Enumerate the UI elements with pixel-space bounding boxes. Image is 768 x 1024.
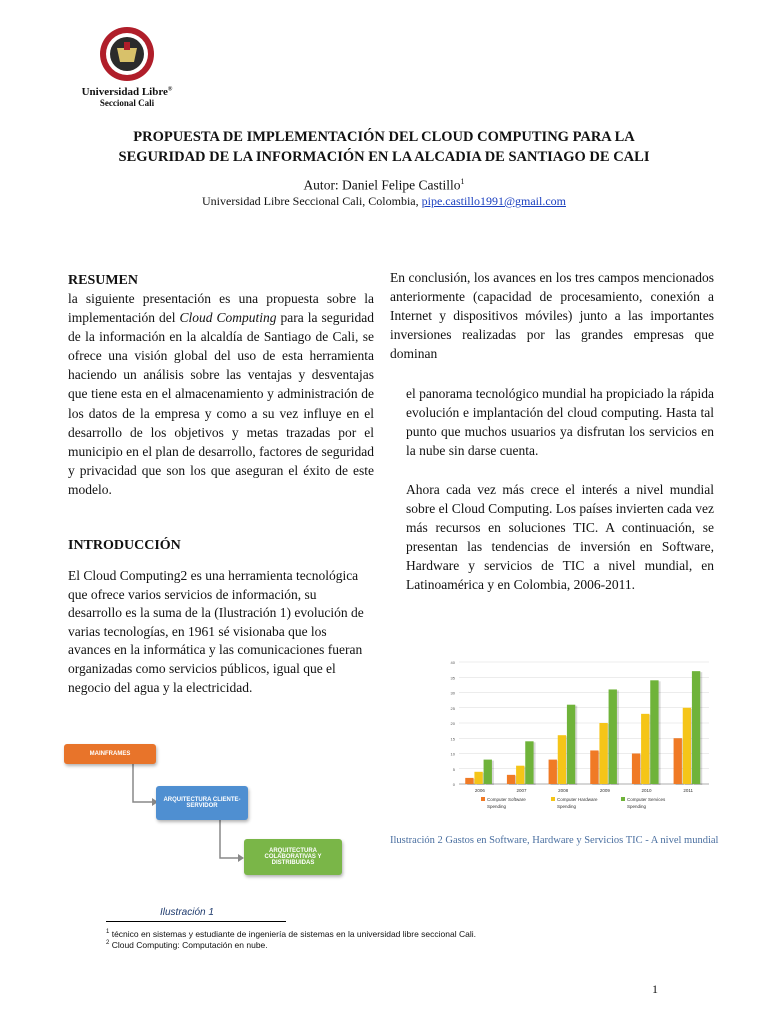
bar-services-2008	[567, 705, 575, 784]
bar-hardware-2011	[683, 708, 691, 784]
bar-hardware-2008	[558, 735, 566, 784]
x-tick-label: 2011	[683, 788, 694, 793]
bar-hardware-2007	[516, 766, 524, 784]
resumen-heading: RESUMEN	[68, 273, 139, 288]
legend-swatch	[551, 797, 555, 801]
legend-swatch	[621, 797, 625, 801]
legend-label-cont: Spending	[487, 804, 507, 809]
affiliation-line: Universidad Libre Seccional Cali, Colombia, pipe.castillo1991@gmail.com	[202, 194, 566, 208]
footnote-1: $^1$ técnico en sistemas y estudiante de ingeniería de sistemas en la universidad libre seccional Cali.	[106, 929, 476, 939]
bar-hardware-2010	[641, 714, 649, 784]
author-line: Autor: Daniel Felipe Castillo$^1$	[303, 177, 465, 193]
x-tick-label: 2006	[474, 788, 485, 793]
bar-hardware-2006	[474, 772, 482, 784]
right-para-3: Ahora cada vez más crece el interés a nivel mundial sobre el Cloud Computing. Los países invierten cada vez más recursos en soluciones TIC. A continuación, se presentan las tendencias de inversión en Software, Hardware y servicios de TIC a nivel mundial, en Latinoamérica y en Colombia, 2006-2011.	[406, 482, 714, 593]
introduccion-body: El Cloud Computing2 es una herramienta tecnológica que ofrece varios servicios de información, su desarrollo es la suma de la (Ilustración 1) evolución de varias tecnologías, en 1961 sé visionaba que los avances en la informática y las comunicaciones fueran organizadas como servicios públicos, igual que el negocio del agua y la electricidad.	[68, 568, 364, 695]
legend-label: Computer Software	[487, 797, 526, 802]
right-para-1: En conclusión, los avances en los tres campos mencionados anteriormente (capacidad de procesamiento, conexión a Internet y dispositivos móviles) junto a las importantes inversiones realizadas por las grandes empresas que dominan	[390, 270, 714, 362]
title-line2: SEGURIDAD DE LA INFORMACIÓN EN LA ALCADIA DE SANTIAGO DE CALI	[118, 149, 650, 165]
introduccion-heading: INTRODUCCIÓN	[68, 538, 181, 553]
bar-services-2007	[525, 741, 533, 784]
spending-chart	[437, 656, 715, 821]
y-tick-label: 25	[450, 705, 455, 711]
logo-line2: Seccional Cali	[99, 98, 155, 108]
y-tick-label: 20	[450, 721, 455, 726]
figure-1-caption: Ilustración 1	[160, 907, 214, 918]
y-tick-label: 40	[450, 660, 455, 665]
figure-2-caption: Ilustración 2 Gastos en Software, Hardware y Servicios TIC - A nivel mundial	[390, 835, 719, 846]
title-line1: PROPUESTA DE IMPLEMENTACIÓN DEL CLOUD COMPUTING PARA LA	[133, 129, 635, 145]
y-tick-label: 15	[450, 736, 455, 742]
legend-swatch	[481, 797, 485, 801]
bar-software-2010	[632, 754, 640, 785]
x-tick-label: 2010	[641, 788, 652, 793]
bar-services-2009	[609, 689, 617, 784]
y-tick-label: 5	[452, 766, 455, 772]
right-para-2: el panorama tecnológico mundial ha propiciado la rápida evolución e implantación del cloud computing. Hasta tal punto que muchos usuarios ya disfrutan los servicios en la nube sin darse cuenta.	[406, 386, 714, 459]
paper-title	[60, 127, 708, 167]
bar-services-2011	[692, 671, 700, 784]
bar-software-2006	[465, 778, 473, 784]
bar-services-2006	[484, 760, 492, 784]
y-tick-label: 35	[450, 675, 455, 681]
university-seal-icon	[72, 26, 182, 86]
logo-line1: Universidad Libre®	[81, 86, 173, 98]
x-tick-label: 2007	[516, 788, 527, 793]
evolution-diagram	[60, 736, 360, 906]
bar-software-2008	[549, 760, 557, 784]
legend-label: Computer Services	[627, 797, 666, 802]
bar-software-2011	[674, 738, 682, 784]
university-logo	[72, 26, 182, 108]
bar-software-2007	[507, 775, 515, 784]
chart-svg	[437, 656, 715, 821]
legend-label: Computer Hardware	[557, 797, 598, 802]
x-tick-label: 2008	[558, 788, 569, 793]
cliente-servidor-box: ARQUITECTURA CLIENTE-SERVIDOR	[156, 786, 248, 820]
bar-services-2010	[650, 680, 658, 784]
page-number: 1	[652, 982, 658, 996]
bar-hardware-2009	[599, 723, 607, 784]
y-tick-label: 0	[452, 782, 455, 787]
email-link[interactable]: pipe.castillo1991@gmail.com	[421, 194, 566, 208]
y-tick-label: 10	[450, 751, 455, 757]
y-tick-label: 30	[450, 690, 455, 696]
footnote-rule	[106, 921, 286, 922]
legend-label-cont: Spending	[557, 804, 577, 809]
bar-software-2009	[590, 750, 598, 784]
mainframes-box: MAINFRAMES	[64, 744, 156, 764]
legend-label-cont: Spending	[627, 804, 647, 809]
resumen-body: la siguiente presentación es una propuesta sobre la implementación del Cloud Computing para la seguridad de la información en la alcaldía de Santiago de Cali, se ofrece una visión global del uso de esta herramienta haciendo un análisis sobre las ventajas y desventajas que tiene esta en el almacenamiento y administración de los datos de la empresa y como a su vez influye en el desarrollo de los objetivos y metas trazadas por el municipio en el plan de desarrollo, factores de seguridad y privacidad que son los que aseguran el éxito de este modelo.	[68, 291, 374, 497]
footnote-2: $^2$ Cloud Computing: Computación en nube.	[106, 940, 268, 950]
x-tick-label: 2009	[599, 788, 610, 793]
colaborativas-box: ARQUITECTURA COLABORATIVAS Y DISTRIBUIDAS	[244, 839, 342, 875]
